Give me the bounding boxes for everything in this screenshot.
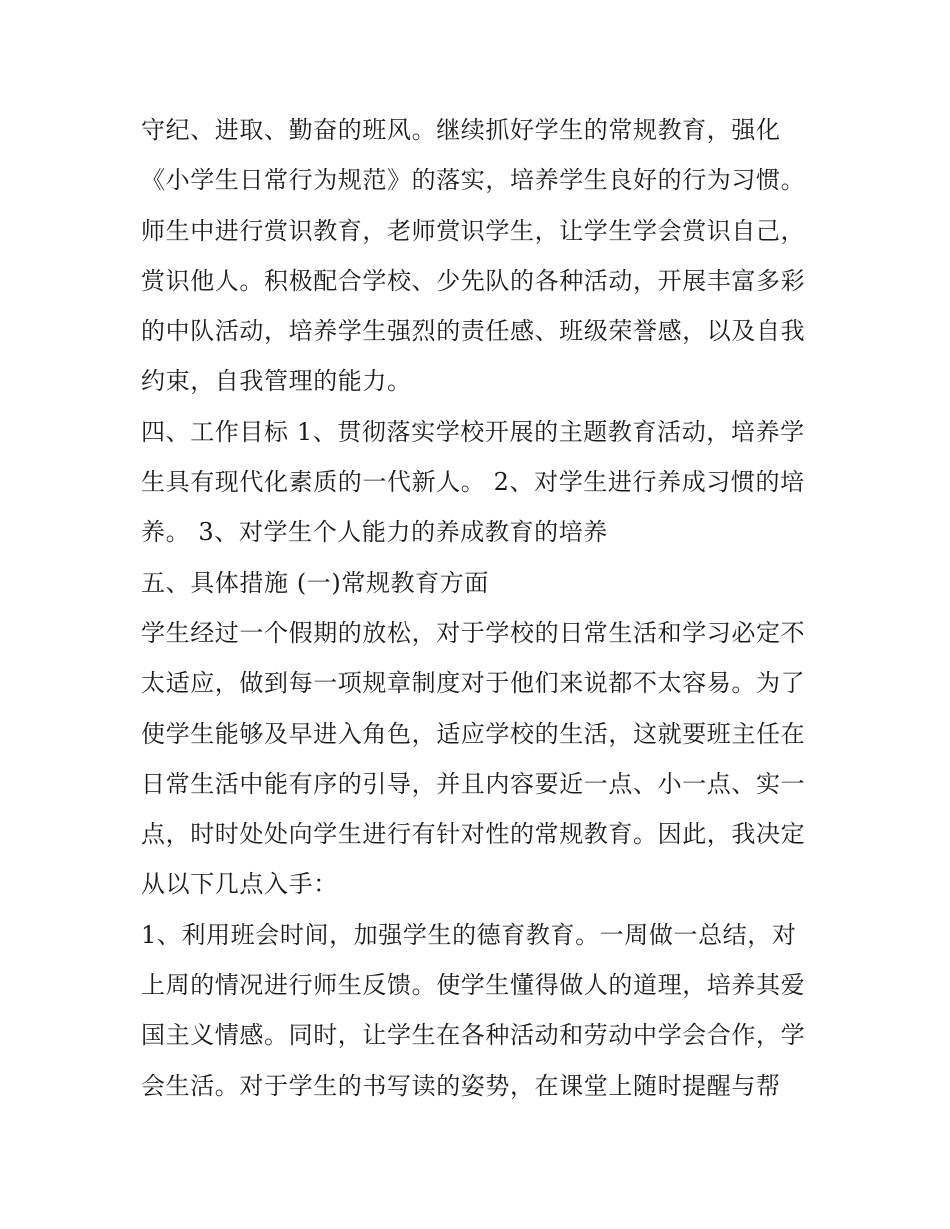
text-line: 守纪、进取、勤奋的班风。继续抓好学生的常规教育，强化 [141,116,781,144]
document-body [141,110,821,1116]
text-line: 养。 3、对学生个人能力的养成教育的培养 [141,518,608,547]
text-line: 《小学生日常行为规范》的落实，培养学生良好的行为习惯。 [141,166,806,195]
text-line: 约束，自我管理的能力。 [141,367,412,396]
text-line: 的中队活动，培养学生强烈的责任感、班级荣誉感，以及自我 [141,317,806,346]
text-line: 上周的情况进行师生反馈。使学生懂得做人的道理，培养其爱 [141,971,806,1000]
text-line: 师生中进行赏识教育，老师赏识学生，让学生学会赏识自己， [141,216,806,245]
section-heading-measures: 五、具体措施 (一)常规教育方面 [141,568,489,597]
text-line: 太适应，做到每一项规章制度对于他们来说都不太容易。为了 [141,669,806,698]
text-line: 从以下几点入手： [141,870,338,899]
text-line: 学生经过一个假期的放松，对于学校的日常生活和学习必定不 [141,618,806,647]
text-line: 会生活。对于学生的书写读的姿势，在课堂上随时提醒与帮 [141,1071,781,1100]
text-line: 国主义情感。同时，让学生在各种活动和劳动中学会合作，学 [141,1021,806,1050]
text-line: 日常生活中能有序的引导，并且内容要近一点、小一点、实一 [141,769,806,798]
text-line: 赏识他人。积极配合学校、少先队的各种活动，开展丰富多彩 [141,266,806,295]
text-line: 生具有现代化素质的一代新人。 2、对学生进行养成习惯的培 [141,468,805,497]
list-item-1: 1、利用班会时间，加强学生的德育教育。一周做一总结，对 [141,920,797,949]
section-heading-goals: 四、工作目标 1、贯彻落实学校开展的主题教育活动，培养学 [141,417,805,446]
text-line: 使学生能够及早进入角色，适应学校的生活，这就要班主任在 [141,719,806,748]
text-line: 点，时时处处向学生进行有针对性的常规教育。因此，我决定 [141,820,806,849]
